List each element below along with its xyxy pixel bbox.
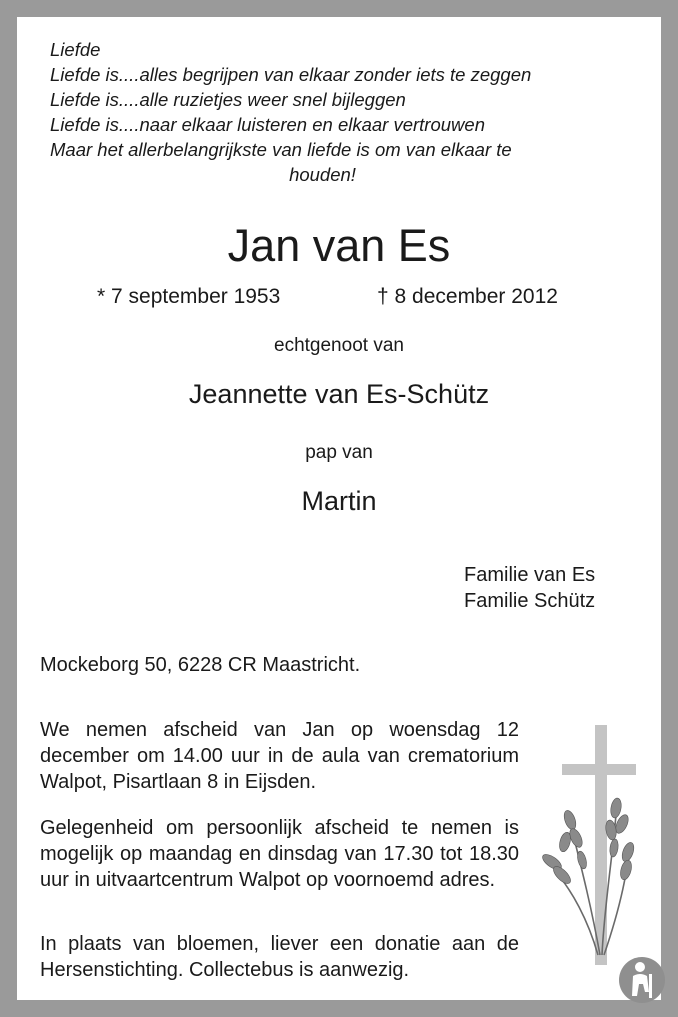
birth-date: * 7 september 1953: [97, 285, 281, 308]
poem-line: Liefde is....naar elkaar luisteren en elkaar vertrouwen: [50, 114, 485, 135]
poem-line: Liefde: [50, 39, 101, 60]
ceremony-paragraph: We nemen afscheid van Jan op woensdag 12 december om 14.00 uur in de aula van crematorium Walpot, Pisartlaan 8 in Eijsden.: [40, 719, 519, 793]
spouse-label: echtgenoot van: [274, 335, 404, 356]
death-date: † 8 december 2012: [377, 285, 558, 308]
deceased-name: Jan van Es: [227, 220, 451, 271]
poem-line: Liefde is....alle ruzietjes weer snel bijleggen: [50, 89, 406, 110]
family-signatures: [464, 562, 595, 614]
donation-paragraph: In plaats van bloemen, liever een donatie aan de Hersenstichting. Collectebus is aanwezig.: [40, 933, 519, 981]
spouse-name: Jeannette van Es-Schütz: [188, 379, 490, 409]
poem-line: Liefde is....alles begrijpen van elkaar zonder iets te zeggen: [50, 64, 532, 85]
family-name: Familie Schütz: [464, 590, 596, 612]
poem-line: Maar het allerbelangrijkste van liefde is om van elkaar te: [50, 139, 512, 160]
address: Mockeborg 50, 6228 CR Maastricht.: [40, 654, 361, 676]
family-name: Familie van Es: [464, 564, 596, 586]
child-name: Martin: [301, 486, 377, 516]
child-label: pap van: [305, 442, 373, 463]
mourning-figure-icon: [618, 956, 666, 1004]
cross-with-wheat-icon: [532, 720, 642, 970]
poem: [50, 37, 640, 187]
viewing-paragraph: Gelegenheid om persoonlijk afscheid te nemen is mogelijk op maandag en dinsdag van 17.30 tot 18.30 uur in uitvaartcentrum Walpot op voornoemd adres.: [40, 817, 519, 891]
poem-line: houden!: [289, 164, 356, 185]
